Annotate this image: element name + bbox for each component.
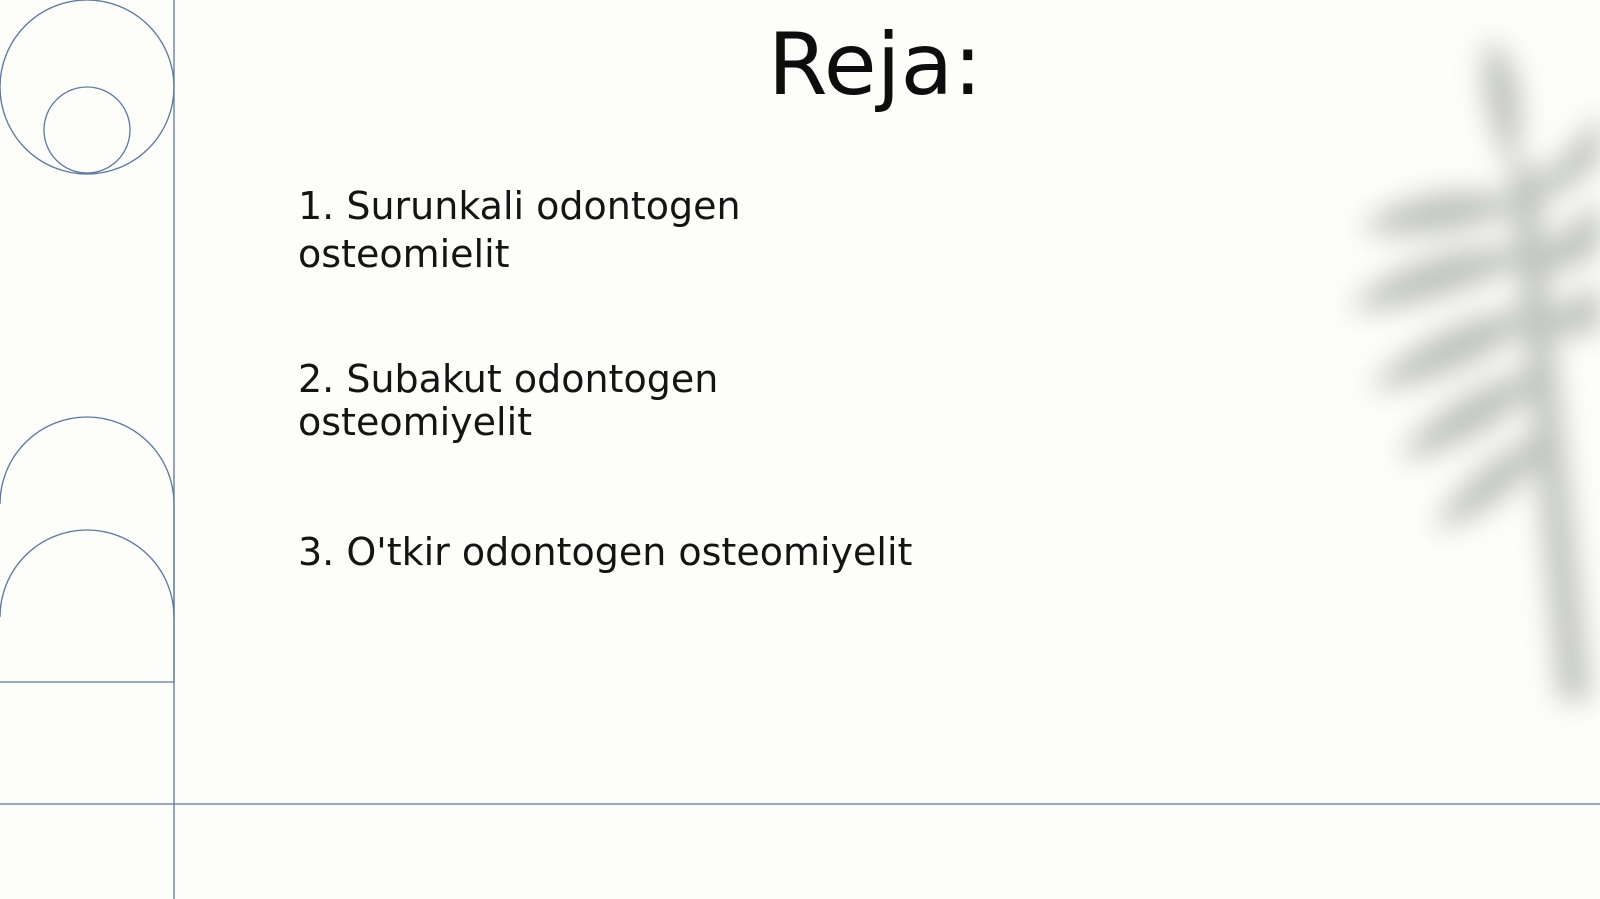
plan-item-2: 2. Subakut odontogen osteomiyelit bbox=[298, 357, 719, 444]
slide-title: Reja: bbox=[767, 15, 983, 115]
outer-arch-outline bbox=[0, 417, 174, 682]
small-circle-outline bbox=[44, 87, 130, 173]
plan-item-3: 3. O'tkir odontogen osteomiyelit bbox=[298, 530, 913, 574]
plan-item-1: 1. Surunkali odontogen osteomielit bbox=[298, 184, 741, 276]
inner-arch-outline bbox=[0, 530, 174, 617]
